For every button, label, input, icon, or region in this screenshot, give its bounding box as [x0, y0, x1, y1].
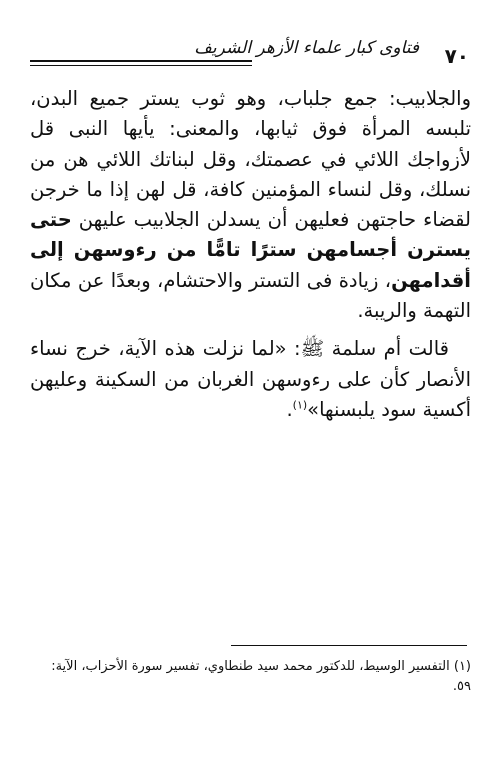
header-rule — [30, 60, 252, 62]
header-rule-thin — [30, 65, 252, 66]
footnote: (١) التفسير الوسيط، للدكتور محمد سيد طنطاوي، تفسير سورة الأحزاب، الآية: ٥٩. — [51, 659, 471, 694]
footnote-divider — [231, 645, 467, 646]
page-number: ٧٠ — [444, 44, 469, 68]
paragraph-2 — [30, 334, 471, 425]
paragraph-1-text-b: ، زيادة فى التستر والاحتشام، وبعدًا عن مكان التهمة والريبة. — [30, 268, 471, 323]
paragraph-1-text-a: والجلابيب: جمع جلباب، وهو ثوب يستر جميع البدن، تلبسه المرأة فوق ثيابها، والمعنى: يأيها النبى قل لأزواجك اللائي في عصمتك، وقل لبناتك اللائي هن من نسلك، وقل لنساء المؤمنين كافة، قل لهن إذا ما خرجن لقضاء حاجتهن فعليهن أن يسدلن الجلابيب عليهن — [30, 87, 471, 232]
book-title: فتاوى كبار علماء الأزهر الشريف — [194, 38, 419, 58]
paragraph-2-end: . — [286, 397, 293, 421]
paragraph-1-bold: حتى يسترن أجسامهن سترًا تامًّا من رءوسهن إلى أقدامهن — [30, 208, 471, 292]
paragraph-1 — [30, 84, 471, 326]
footnote-reference[interactable]: (١) — [292, 398, 308, 412]
body-text — [30, 84, 471, 425]
page-header — [30, 38, 471, 72]
paragraph-2-text: قالت أم سلمة ﷺ: «لما نزلت هذه الآية، خرج نساء الأنصار كأن على رءوسهن الغربان من السكينة وعليهن أكسية سود يلبسنها» — [30, 337, 471, 421]
